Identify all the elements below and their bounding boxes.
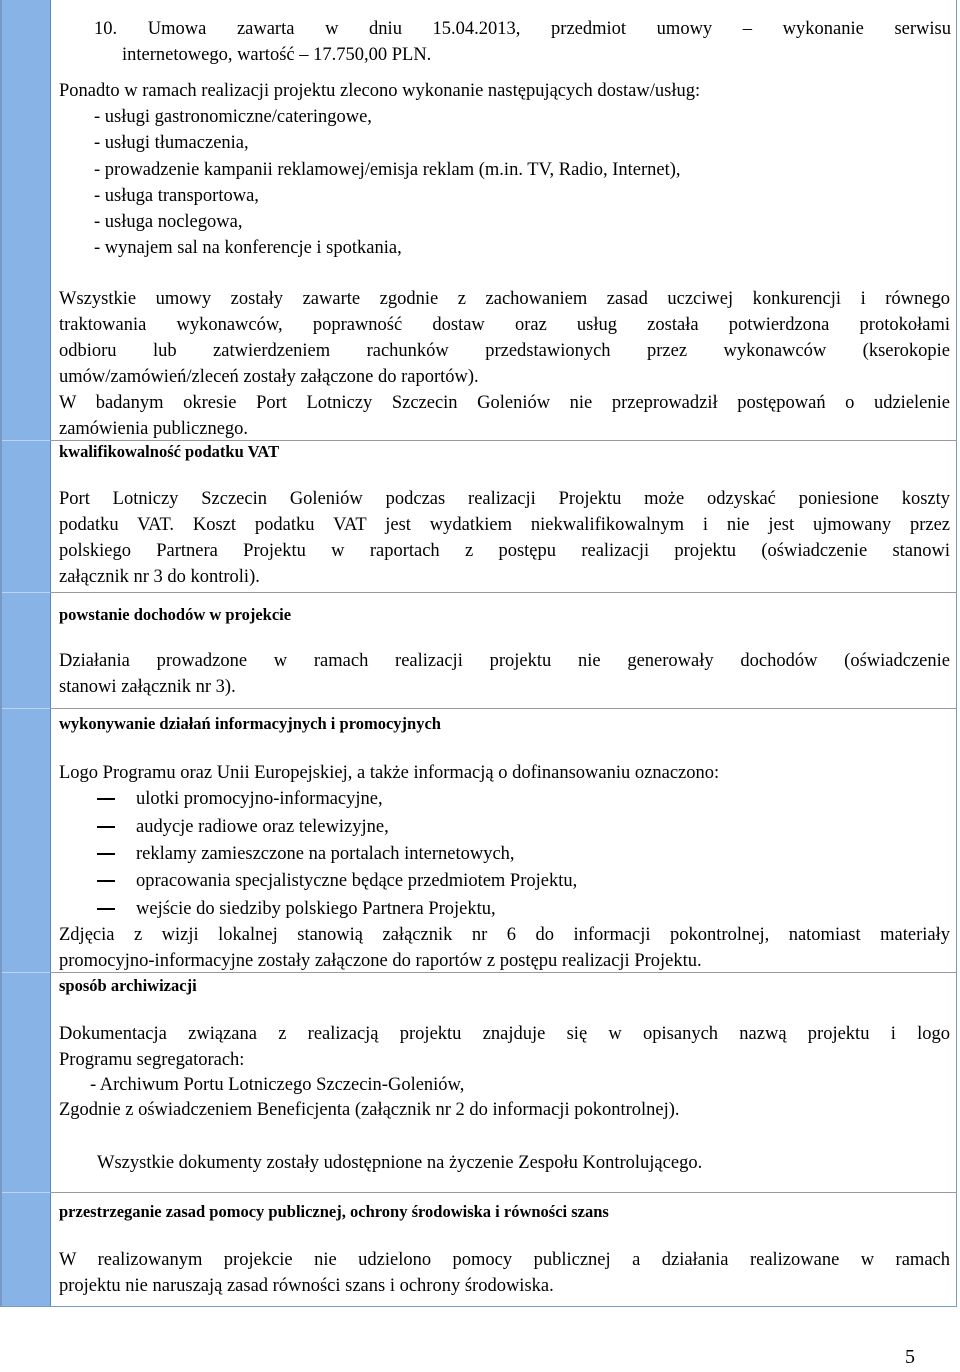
list-item: audycje radiowe oraz telewizyjne,: [97, 814, 389, 840]
margin-separator: [2, 440, 50, 441]
page-number: 5: [905, 1346, 915, 1368]
vat-paragraph: [59, 486, 950, 590]
text-line: internetowego, wartość – 17.750,00 PLN.: [122, 45, 432, 65]
services-intro: Ponadto w ramach realizacji projektu zlecono wykonanie następujących dostaw/usług:: [59, 81, 701, 101]
text-line: Działania prowadzone w ramach realizacji projektu nie generowały dochodów (oświadczenie: [59, 651, 950, 671]
text-line: 10. Umowa zawarta w dniu 15.04.2013, przedmiot umowy – wykonanie serwisu: [94, 19, 951, 39]
archive-paragraph: [59, 1021, 950, 1073]
list-item: - usługi tłumaczenia,: [94, 133, 249, 153]
section-heading-aid: przestrzeganie zasad pomocy publicznej, ochrony środowiska i równości szans: [59, 1202, 609, 1221]
list-item: - Archiwum Portu Lotniczego Szczecin-Goleniów,: [90, 1075, 465, 1095]
list-item: - wynajem sal na konferencje i spotkania,: [94, 238, 402, 258]
section-divider: [50, 592, 956, 593]
left-margin-bar: [2, 0, 51, 1306]
text-line: Programu segregatorach:: [59, 1050, 245, 1070]
margin-separator: [2, 1192, 50, 1193]
text-line: odbioru lub zatwierdzeniem rachunków przedstawionych przez wykonawców (kserokopie: [59, 341, 950, 361]
text-line: podatku VAT. Koszt podatku VAT jest wydatkiem niekwalifikowalnym i nie jest ujmowany przez: [59, 515, 950, 535]
archive-statement: Zgodnie z oświadczeniem Beneficjenta (załącznik nr 2 do informacji pokontrolnej).: [59, 1100, 680, 1120]
text-line: zamówienia publicznego.: [59, 419, 249, 439]
section-heading-income: powstanie dochodów w projekcie: [59, 605, 292, 624]
list-item: opracowania specjalistyczne będące przedmiotem Projektu,: [97, 868, 577, 894]
dash-bullet-icon: [97, 880, 115, 882]
list-item: reklamy zamieszczone na portalach internetowych,: [97, 841, 515, 867]
section-heading-promo: wykonywanie działań informacyjnych i promocyjnych: [59, 714, 441, 733]
all-documents-note: Wszystkie dokumenty zostały udostępnione na życzenie Zespołu Kontrolującego.: [97, 1153, 703, 1173]
section-divider: [50, 708, 956, 709]
dash-bullet-icon: [97, 908, 115, 910]
text-line: Port Lotniczy Szczecin Goleniów podczas realizacji Projektu może odzyskać poniesione koszty: [59, 489, 950, 509]
aid-paragraph: [59, 1247, 950, 1299]
text-line: Wszystkie umowy zostały zawarte zgodnie z zachowaniem zasad uczciwej konkurencji i równego: [59, 289, 950, 309]
agreements-paragraph: [59, 286, 950, 442]
text-line: traktowania wykonawców, poprawność dostaw oraz usług została potwierdzona protokołami: [59, 315, 950, 335]
margin-separator: [2, 708, 50, 709]
section-divider: [50, 1192, 956, 1193]
promo-outro: [59, 922, 950, 974]
text-line: umów/zamówień/zleceń zostały załączone do raportów).: [59, 367, 479, 387]
text-line: Zdjęcia z wizji lokalnej stanowią załącznik nr 6 do informacji pokontrolnej, natomiast materiały: [59, 925, 950, 945]
text-line: projektu nie naruszają zasad równości szans i ochrony środowiska.: [59, 1276, 554, 1296]
text-line: stanowi załącznik nr 3).: [59, 677, 236, 697]
list-item: - usługa noclegowa,: [94, 212, 243, 232]
text-line: załącznik nr 3 do kontroli).: [59, 567, 260, 587]
text-line: promocyjno-informacyjne zostały załączone do raportów z postępu realizacji Projektu.: [59, 951, 702, 971]
list-item: ulotki promocyjno-informacyjne,: [97, 786, 383, 812]
margin-separator: [2, 972, 50, 973]
list-item: wejście do siedziby polskiego Partnera Projektu,: [97, 896, 496, 922]
dash-bullet-icon: [97, 826, 115, 828]
text-line: polskiego Partnera Projektu w raportach z postępu realizacji projektu (oświadczenie stanowi: [59, 541, 950, 561]
text-line: Dokumentacja związana z realizacją projektu znajduje się w opisanych nazwą projektu i logo: [59, 1024, 950, 1044]
income-paragraph: [59, 648, 950, 700]
dash-bullet-icon: [97, 853, 115, 855]
section-heading-archive: sposób archiwizacji: [59, 976, 197, 995]
margin-separator: [2, 592, 50, 593]
list-item: - prowadzenie kampanii reklamowej/emisja reklam (m.in. TV, Radio, Internet),: [94, 160, 681, 180]
section-heading-vat: kwalifikowalność podatku VAT: [59, 442, 280, 461]
promo-intro: Logo Programu oraz Unii Europejskiej, a także informacją o dofinansowaniu oznaczono:: [59, 763, 720, 783]
dash-bullet-icon: [97, 798, 115, 800]
contract-item-10: [94, 16, 951, 68]
list-item: - usługi gastronomiczne/cateringowe,: [94, 107, 372, 127]
text-line: W realizowanym projekcie nie udzielono pomocy publicznej a działania realizowane w ramach: [59, 1250, 950, 1270]
list-item: - usługa transportowa,: [94, 186, 259, 206]
text-line: W badanym okresie Port Lotniczy Szczecin Goleniów nie przeprowadził postępowań o udzielenie: [59, 393, 950, 413]
